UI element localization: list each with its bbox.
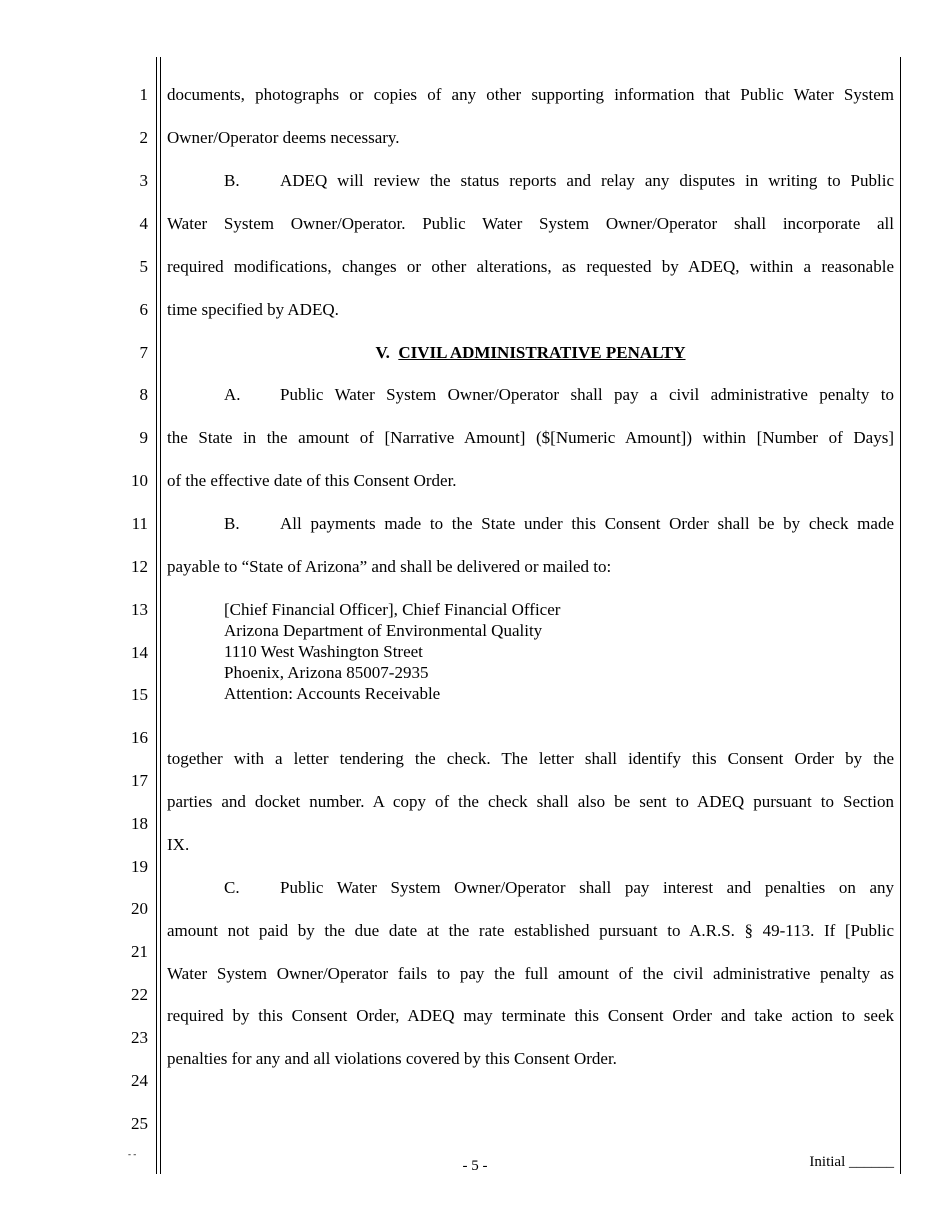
paragraph-label: B. <box>224 171 240 190</box>
line-number: 10 <box>131 471 148 490</box>
line-number: 25 <box>131 1114 148 1133</box>
body-line: time specified by ADEQ. <box>167 300 339 319</box>
line-number: 22 <box>131 985 148 1004</box>
paragraph-text: Public Water System Owner/Operator shall pay a civil administrative penalty to <box>280 385 894 404</box>
line-number: 8 <box>139 385 148 404</box>
line-number: 9 <box>139 428 148 447</box>
page-number: - 5 - <box>462 1158 488 1174</box>
right-margin-rule <box>900 57 901 1174</box>
line-number: 6 <box>139 300 148 319</box>
line-number: 18 <box>131 814 148 833</box>
address-line: Phoenix, Arizona 85007-2935 <box>224 663 429 682</box>
line-number: 19 <box>131 857 148 876</box>
left-margin-rule-inner <box>160 57 161 1174</box>
paragraph-first-line <box>167 385 894 405</box>
section-heading <box>167 343 894 363</box>
body-line: required modifications, changes or other alterations, as requested by ADEQ, within a reasonable <box>167 257 894 276</box>
section-title: CIVIL ADMINISTRATIVE PENALTY <box>398 343 686 362</box>
paragraph-first-line <box>167 878 894 898</box>
line-number: 17 <box>131 771 148 790</box>
body-line: required by this Consent Order, ADEQ may terminate this Consent Order and take action to seek <box>167 1006 894 1025</box>
body-line: the State in the amount of [Narrative Amount] ($[Numeric Amount]) within [Number of Days] <box>167 428 894 447</box>
line-number: 24 <box>131 1071 148 1090</box>
mailing-address <box>224 599 724 704</box>
left-margin-rule-outer <box>156 57 157 1174</box>
cut-off-line-number: - - <box>128 1149 137 1159</box>
line-number: 20 <box>131 899 148 918</box>
body-line: Owner/Operator deems necessary. <box>167 128 400 147</box>
section-number: V. <box>375 343 390 362</box>
line-number: 4 <box>139 214 148 233</box>
address-line: Arizona Department of Environmental Quality <box>224 621 543 640</box>
address-line: 1110 West Washington Street <box>224 642 423 661</box>
line-number: 16 <box>131 728 148 747</box>
paragraph-label: B. <box>224 514 240 533</box>
body-line: of the effective date of this Consent Order. <box>167 471 457 490</box>
line-number: 15 <box>131 685 148 704</box>
line-number: 5 <box>139 257 148 276</box>
paragraph-first-line <box>167 514 894 534</box>
paragraph-text: All payments made to the State under this Consent Order shall be by check made <box>280 514 894 533</box>
line-number: 14 <box>131 643 148 662</box>
paragraph-text: ADEQ will review the status reports and relay any disputes in writing to Public <box>280 171 894 190</box>
body-line: amount not paid by the due date at the rate established pursuant to A.R.S. § 49-113. If [Public <box>167 921 894 940</box>
line-number: 21 <box>131 942 148 961</box>
line-number: 1 <box>139 85 148 104</box>
paragraph-label: A. <box>224 385 241 404</box>
paragraph-first-line <box>167 171 894 191</box>
body-line: IX. <box>167 835 190 854</box>
body-line: Water System Owner/Operator fails to pay the full amount of the civil administrative penalty as <box>167 964 894 983</box>
initial-field: Initial ______ <box>809 1154 894 1170</box>
body-line: payable to “State of Arizona” and shall be delivered or mailed to: <box>167 557 612 576</box>
line-number: 7 <box>139 343 148 362</box>
line-number: 23 <box>131 1028 148 1047</box>
line-number: 3 <box>139 171 148 190</box>
line-number: 2 <box>139 128 148 147</box>
paragraph-text: Public Water System Owner/Operator shall pay interest and penalties on any <box>280 878 894 897</box>
line-number: 12 <box>131 557 148 576</box>
paragraph-label: C. <box>224 878 240 897</box>
body-line: Water System Owner/Operator. Public Water System Owner/Operator shall incorporate all <box>167 214 894 233</box>
body-line: together with a letter tendering the check. The letter shall identify this Consent Order by the <box>167 749 894 768</box>
line-number: 13 <box>131 600 148 619</box>
address-line: Attention: Accounts Receivable <box>224 684 441 703</box>
body-line: documents, photographs or copies of any other supporting information that Public Water System <box>167 85 894 104</box>
line-number: 11 <box>131 514 148 533</box>
body-line: penalties for any and all violations covered by this Consent Order. <box>167 1049 617 1068</box>
address-line: [Chief Financial Officer], Chief Financial Officer <box>224 600 561 619</box>
body-line: parties and docket number. A copy of the check shall also be sent to ADEQ pursuant to Section <box>167 792 894 811</box>
